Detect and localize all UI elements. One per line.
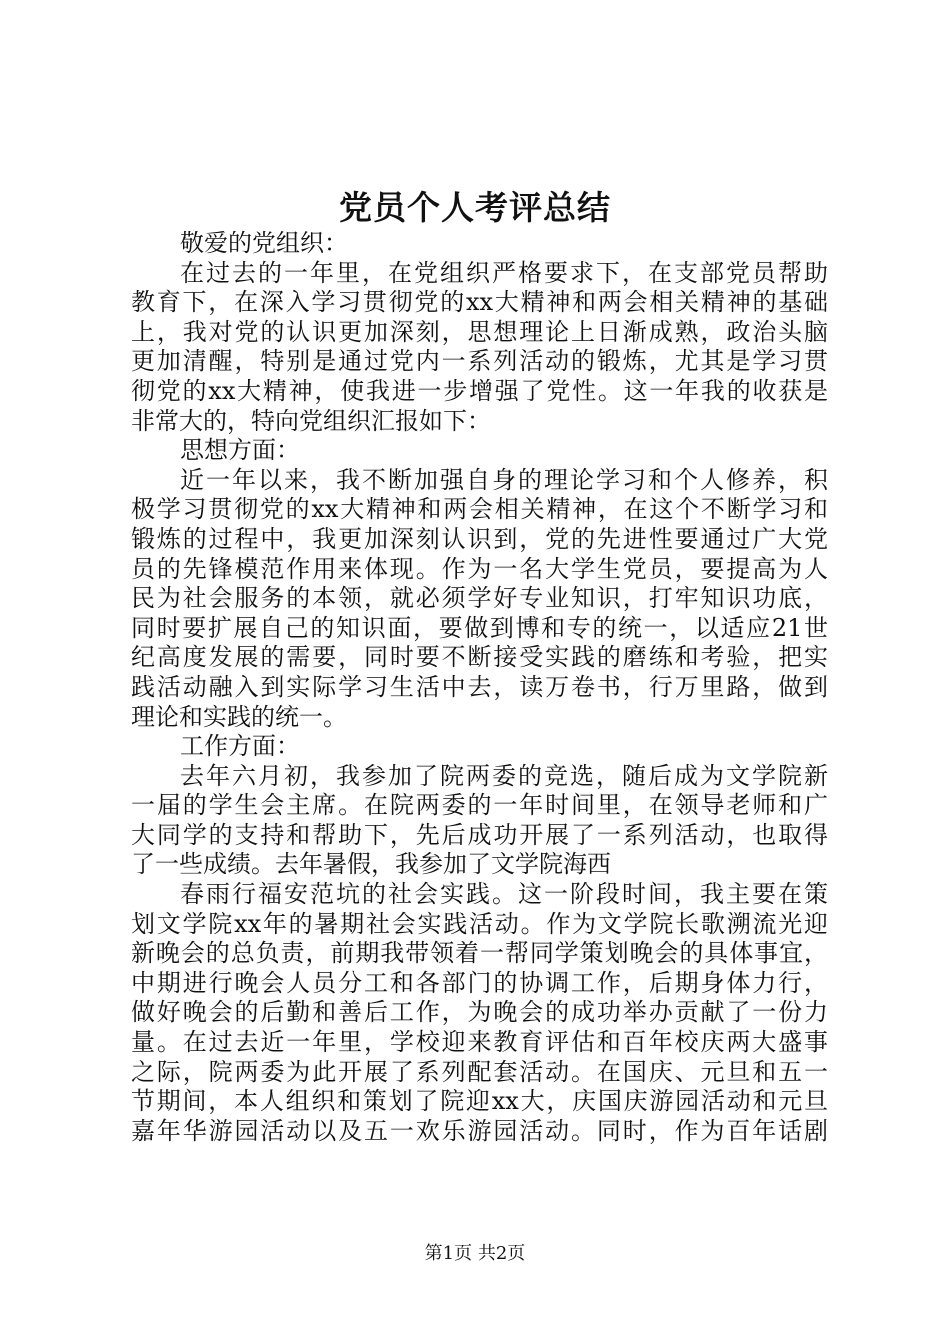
text-line: 教育下，在深入学习贯彻党的xx大精神和两会相关精神的基础 (131, 288, 828, 317)
text-line: 中期进行晚会人员分工和各部门的协调工作，后期身体力行， (131, 968, 828, 997)
text-line: 之际，院两委为此开展了系列配套活动。在国庆、元旦和五一 (131, 1057, 828, 1086)
document-title: 党员个人考评总结 (339, 188, 611, 227)
text-line: 践活动融入到实际学习生活中去，读万卷书，行万里路，做到 (131, 672, 828, 701)
text-line: 了一些成绩。去年暑假，我参加了文学院海西 (131, 850, 611, 879)
text-line: 春雨行福安范坑的社会实践。这一阶段时间，我主要在策 (180, 880, 828, 909)
text-line: 在过去的一年里，在党组织严格要求下，在支部党员帮助 (180, 258, 828, 287)
page-footer: 第1页 共2页 (424, 1243, 526, 1264)
text-line: 员的先锋模范作用来体现。作为一名大学生党员，要提高为人 (131, 554, 828, 583)
text-line: 去年六月初，我参加了院两委的竞选，随后成为文学院新 (180, 761, 828, 790)
text-line: 大同学的支持和帮助下，先后成功开展了一系列活动，也取得 (131, 820, 828, 849)
text-line: 非常大的，特向党组织汇报如下： (131, 406, 491, 435)
text-line: 节期间，本人组织和策划了院迎xx大，庆国庆游园活动和元旦 (131, 1087, 828, 1116)
text-line: 上，我对党的认识更加深刻，思想理论上日渐成熟，政治头脑 (131, 317, 828, 346)
text-line: 量。在过去近一年里，学校迎来教育评估和百年校庆两大盛事 (131, 1028, 828, 1057)
document-body (131, 229, 828, 1146)
text-line: 极学习贯彻党的xx大精神和两会相关精神，在这个不断学习和 (131, 495, 828, 524)
text-line: 近一年以来，我不断加强自身的理论学习和个人修养，积 (180, 465, 828, 494)
text-line: 新晚会的总负责，前期我带领着一帮同学策划晚会的具体事宜， (131, 939, 828, 968)
text-line: 锻炼的过程中，我更加深刻认识到，党的先进性要通过广大党 (131, 524, 828, 553)
text-line: 划文学院xx年的暑期社会实践活动。作为文学院长歌溯流光迎 (131, 909, 828, 938)
text-line: 纪高度发展的需要，同时要不断接受实践的磨练和考验，把实 (131, 643, 828, 672)
text-line: 思想方面： (180, 436, 300, 465)
text-line: 更加清醒，特别是通过党内一系列活动的锻炼，尤其是学习贯 (131, 347, 828, 376)
text-line: 同时要扩展自己的知识面，要做到博和专的统一，以适应21世 (131, 613, 828, 642)
text-line: 敬爱的党组织： (180, 229, 348, 257)
text-line: 一届的学生会主席。在院两委的一年时间里，在领导老师和广 (131, 791, 828, 820)
text-line: 嘉年华游园活动以及五一欢乐游园活动。同时，作为百年话剧 (131, 1116, 828, 1145)
text-line: 民为社会服务的本领，就必须学好专业知识，打牢知识功底， (131, 584, 828, 613)
text-line: 理论和实践的统一。 (131, 702, 347, 731)
text-line: 做好晚会的后勤和善后工作，为晚会的成功举办贡献了一份力 (131, 998, 828, 1027)
text-line: 彻党的xx大精神，使我进一步增强了党性。这一年我的收获是 (131, 376, 828, 405)
text-line: 工作方面： (180, 732, 300, 761)
